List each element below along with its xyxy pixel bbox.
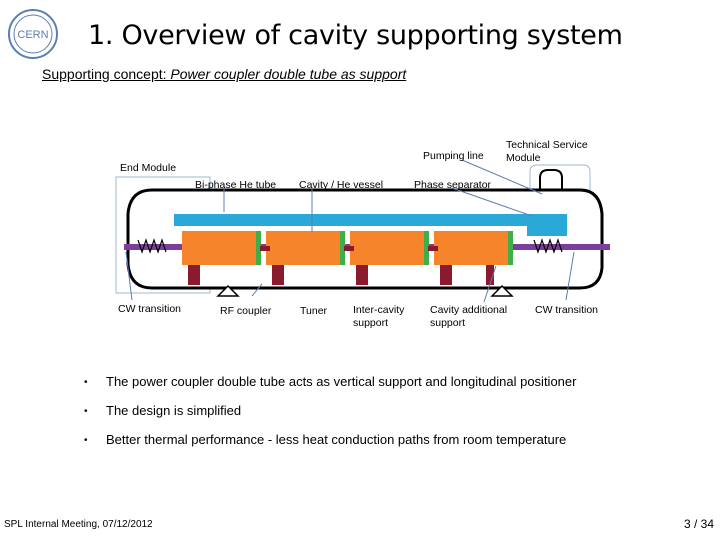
label-biphase-he-tube: Bi-phase He tube (195, 179, 277, 191)
label-tuner: Tuner (300, 305, 328, 317)
cavity-1 (182, 231, 256, 265)
bullet-dot-icon: • (84, 377, 88, 389)
bullet-item (84, 432, 566, 447)
intercavity-support (344, 246, 354, 251)
bullet-text: The power coupler double tube acts as vertical support and longitudinal positioner (106, 374, 577, 389)
cavity-3 (350, 231, 424, 265)
label-phase-separator: Phase separator (414, 179, 492, 191)
phase-separator (527, 214, 567, 236)
page-subtitle (42, 66, 406, 82)
subtitle-plain: Supporting concept: (42, 66, 171, 82)
cern-logo (5, 6, 61, 62)
rf-coupler-post (440, 265, 452, 285)
bullet-dot-icon: • (84, 435, 88, 447)
cern-logo-text: CERN (17, 29, 49, 41)
label-cavity-he-vessel: Cavity / He vessel (299, 179, 384, 191)
cryomodule-diagram (112, 134, 622, 334)
page-title: 1. Overview of cavity supporting system (88, 20, 623, 51)
label-intercavity-support-2: support (353, 317, 389, 329)
intercavity-support (428, 246, 438, 251)
label-technical-service-module-2: Module (506, 152, 541, 164)
footer-meeting: SPL Internal Meeting, 07/12/2012 (4, 519, 153, 530)
label-technical-service-module-1: Technical Service (506, 139, 588, 151)
page-number: 3 / 34 (683, 517, 714, 531)
bullet-text: Better thermal performance - less heat conduction paths from room temperature (106, 432, 567, 447)
biphase-he-tube (174, 214, 564, 226)
rf-coupler-post (272, 265, 284, 285)
label-cw-transition-right: CW transition (535, 304, 599, 316)
label-cavity-additional-support-1: Cavity additional (430, 304, 508, 316)
cavity-4 (434, 231, 508, 265)
label-end-module: End Module (120, 162, 177, 174)
label-cw-transition-left: CW transition (118, 303, 182, 315)
subtitle-italic: Power coupler double tube as support (170, 66, 407, 82)
label-intercavity-support-1: Inter-cavity (353, 304, 405, 316)
bullet-item (84, 374, 576, 389)
intercavity-support (260, 246, 270, 251)
label-pumping-line: Pumping line (423, 150, 484, 162)
bullet-text: The design is simplified (106, 403, 242, 418)
bullet-item (84, 403, 241, 418)
label-cavity-additional-support-2: support (430, 317, 466, 329)
rf-coupler-post (188, 265, 200, 285)
rf-coupler-post (356, 265, 368, 285)
bullet-dot-icon: • (84, 406, 88, 418)
label-rf-coupler: RF coupler (220, 305, 272, 317)
cavity-2 (266, 231, 340, 265)
flange (508, 231, 513, 265)
